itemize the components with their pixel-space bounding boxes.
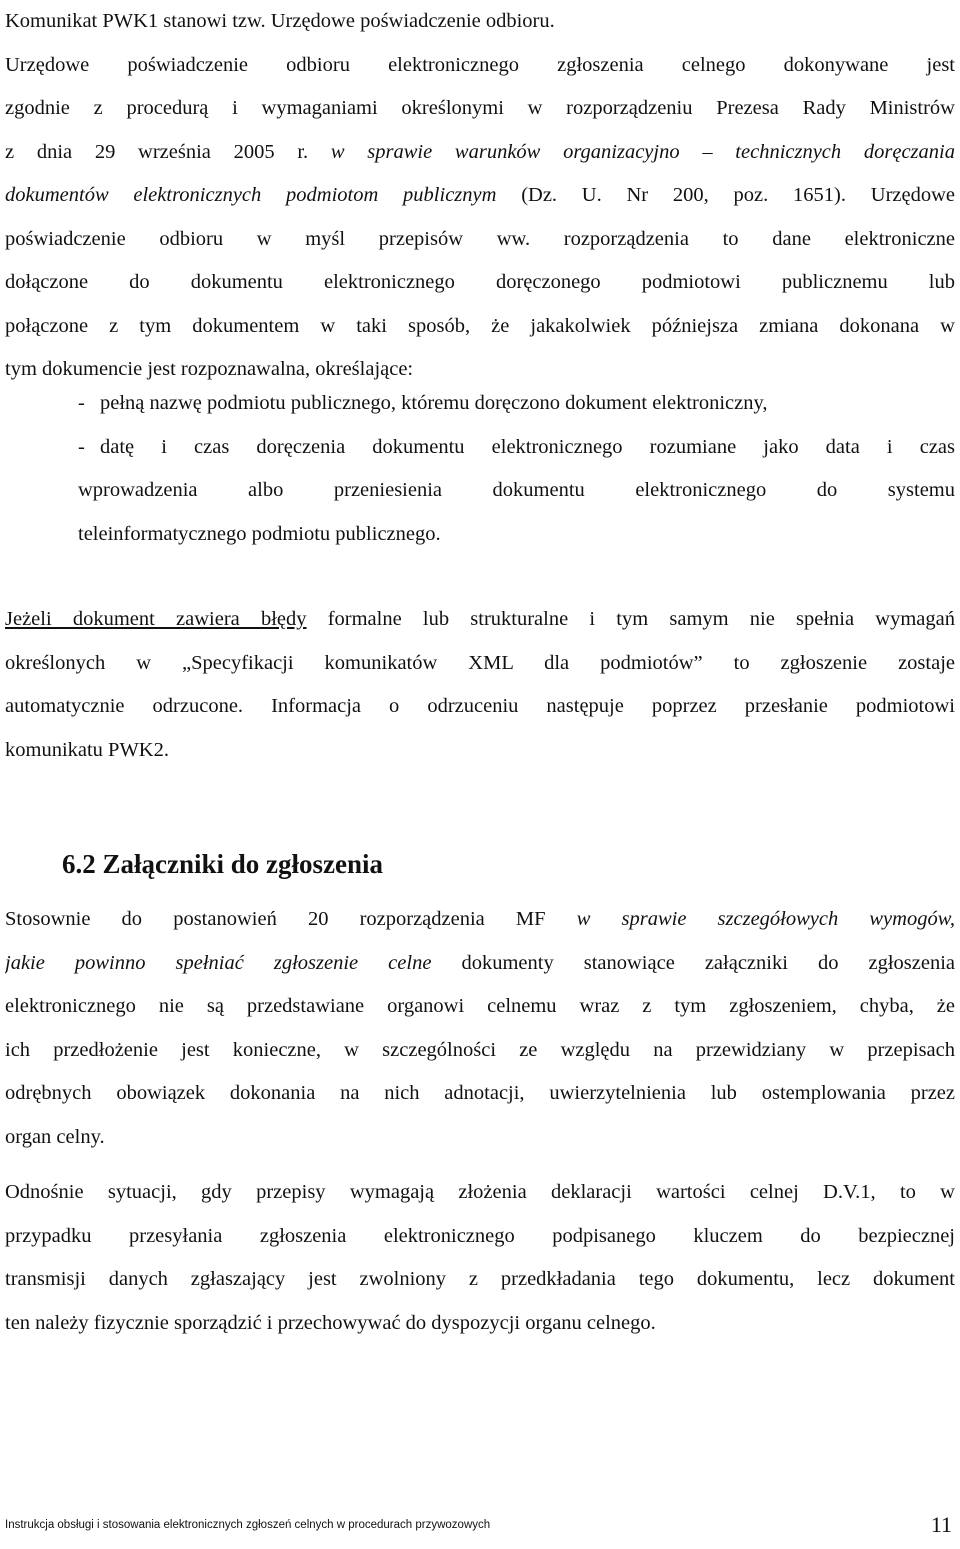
text-line: elektronicznego nie są przedstawiane organowi celnemu wraz z tym zgłoszeniem, chyba, że: [5, 995, 955, 1017]
text-line: [78, 382, 955, 426]
text-line: automatycznie odrzucone. Informacja o odrzuceniu następuje poprzez przesłanie podmiotowi: [5, 695, 955, 717]
text-line: transmisji danych zgłaszający jest zwolniony z przedkładania tego dokumentu, lecz dokument: [5, 1268, 955, 1290]
text-fragment: formalne lub strukturalne i tym samym nie spełnia wymagań: [306, 608, 955, 630]
text-line: [5, 598, 955, 642]
italic-citation: w sprawie szczegółowych wymogów,: [576, 908, 955, 930]
page-footer: Instrukcja obsługi i stosowania elektronicznych zgłoszeń celnych w procedurach przywozowych: [5, 1519, 491, 1531]
text-line: ich przedłożenie jest konieczne, w szczególności ze względu na przewidziany w przepisach: [5, 1038, 955, 1061]
text-line: Komunikat PWK1 stanowi tzw. Urzędowe poświadczenie odbioru.: [5, 10, 555, 32]
text-line: poświadczenie odbioru w myśl przepisów ww. rozporządzenia to dane elektroniczne: [5, 227, 955, 250]
text-line: [5, 174, 955, 218]
text-line: [5, 942, 955, 986]
text-fragment: (Dz. U. Nr 200, poz. 1651). Urzędowe: [496, 184, 955, 206]
text-line: zgodnie z procedurą i wymaganiami określonymi w rozporządzeniu Prezesa Rady Ministrów: [5, 97, 955, 119]
list-item: [78, 382, 955, 426]
text-line: organ celny.: [5, 1125, 105, 1148]
italic-citation: dokumentów elektronicznych podmiotom publicznym: [5, 184, 497, 206]
text-line: Odnośnie sytuacji, gdy przepisy wymagają złożenia deklaracji wartości celnej D.V.1, to w: [5, 1181, 955, 1203]
text-line: [5, 898, 955, 942]
text-line: dołączone do dokumentu elektronicznego doręczonego podmiotowi publicznemu lub: [5, 271, 955, 293]
text-line: ten należy fizycznie sporządzić i przechowywać do dyspozycji organu celnego.: [5, 1311, 656, 1334]
text-line: [78, 426, 955, 470]
underlined-text: Jeżeli dokument zawiera błędy: [5, 608, 307, 630]
text-line: [5, 131, 955, 175]
page-number: 11: [930, 1512, 952, 1537]
list-item: [78, 426, 955, 557]
paragraph-deklaracja: [5, 1171, 955, 1345]
text-line: wprowadzenia albo przeniesienia dokumentu elektronicznego do systemu: [78, 479, 955, 501]
text-fragment: dokumenty stanowiące załączniki do zgłoszenia: [431, 951, 955, 974]
text-line: tym dokumencie jest rozpoznawalna, określające:: [5, 358, 414, 380]
list-item-text: datę i czas doręczenia dokumentu elektronicznego rozumiane jako data i czas: [100, 435, 955, 458]
paragraph-zalaczniki: [5, 898, 955, 1159]
text-fragment: Stosownie do postanowień 20 rozporządzenia MF: [5, 908, 577, 930]
italic-citation: jakie powinno spełniać zgłoszenie celne: [5, 951, 432, 974]
text-line: przypadku przesyłania zgłoszenia elektronicznego podpisanego kluczem do bezpiecznej: [5, 1224, 955, 1247]
section-heading: 6.2 Załączniki do zgłoszenia: [62, 849, 384, 879]
text-line: teleinformatycznego podmiotu publicznego.: [78, 522, 441, 545]
list-item-text: pełną nazwę podmiotu publicznego, któremu doręczono dokument elektroniczny,: [100, 392, 768, 414]
paragraph-urzedowe-poswiadczenie: [5, 0, 955, 392]
text-line: odrębnych obowiązek dokonania na nich adnotacji, uwierzytelnienia lub ostemplowania przez: [5, 1082, 955, 1104]
italic-citation: w sprawie warunków organizacyjno – technicznych doręczania: [330, 140, 955, 163]
text-line: połączone z tym dokumentem w taki sposób, że jakakolwiek późniejsza zmiana dokonana w: [5, 314, 955, 337]
text-line: komunikatu PWK2.: [5, 738, 169, 761]
text-line: określonych w „Specyfikacji komunikatów XML dla podmiotów” to zgłoszenie zostaje: [5, 651, 955, 674]
dash-bullet: -: [78, 435, 85, 458]
dash-bullet: -: [78, 392, 85, 414]
paragraph-bledy: [5, 598, 955, 772]
text-line: Urzędowe poświadczenie odbioru elektronicznego zgłoszenia celnego dokonywane jest: [5, 53, 955, 76]
text-fragment: z dnia 29 września 2005 r.: [5, 140, 331, 163]
